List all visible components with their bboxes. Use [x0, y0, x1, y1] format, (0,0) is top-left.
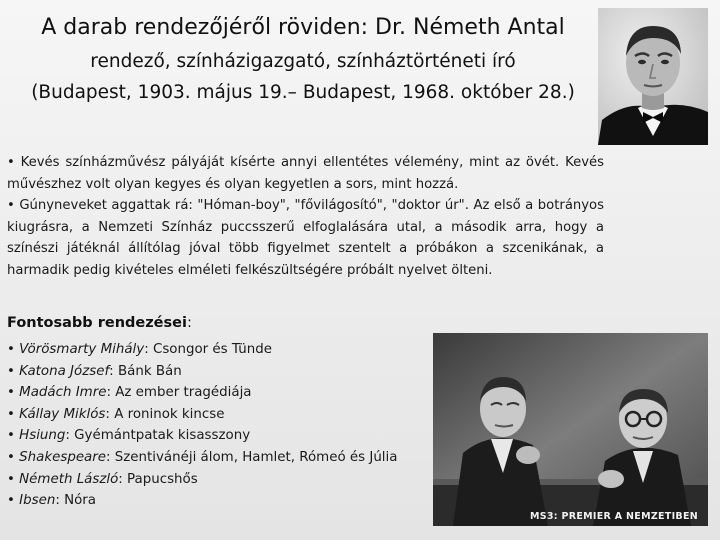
work-title: : Nóra — [55, 493, 97, 509]
work-author: Shakespeare — [19, 449, 107, 465]
premiere-illustration — [433, 333, 708, 526]
work-author: Madách Imre — [19, 385, 107, 401]
list-item: • Shakespeare: Szentivánéji álom, Hamlet, Rómeó és Júlia — [7, 449, 398, 465]
list-item: • Vörösmarty Mihály: Csongor és Tünde — [7, 342, 272, 357]
list-item: • Hsiung: Gyémántpatak kisasszony — [7, 428, 251, 444]
portrait-photo — [598, 8, 708, 145]
works-list — [7, 339, 397, 512]
work-author: Kállay Miklós — [19, 406, 106, 422]
list-item: • Madách Imre: Az ember tragédiája — [7, 385, 252, 401]
portrait-illustration — [598, 8, 708, 145]
work-author: Ibsen — [19, 493, 56, 509]
premiere-photo — [433, 333, 708, 526]
work-author: Hsiung — [19, 428, 66, 444]
work-title: : Csongor és Tünde — [144, 342, 272, 357]
list-item: • Kállay Miklós: A roninok kincse — [7, 406, 225, 422]
works-heading: Fontosabb rendezései: — [7, 315, 192, 331]
work-author: Németh László — [19, 471, 119, 487]
bio-paragraph: • Gúnyneveket aggattak rá: "Hóman-boy", "fővilágosító", "doktor úr". Az első a botrányos kiugrásra, a Nemzeti Színház puccsszerű elfoglalására utal, a második arra, hogy a színészi játéknál állítólag jóval több figyelmet szentelt a próbákon a szcenikának, a harmadik pedig kivételes elméleti felkészültségére próbált nyelvet ölteni. — [7, 198, 604, 278]
work-author: Vörösmarty Mihály — [19, 342, 145, 357]
subtitle — [0, 46, 606, 108]
list-item: • Ibsen: Nóra — [7, 493, 97, 509]
list-item: • Katona József: Bánk Bán — [7, 363, 182, 379]
biography-text — [7, 152, 604, 281]
work-title: : Papucshős — [118, 471, 198, 487]
page-title: A darab rendezőjéről röviden: Dr. Németh Antal — [41, 15, 565, 40]
list-item: • Németh László: Papucshős — [7, 471, 198, 487]
work-title: : Gyémántpatak kisasszony — [65, 428, 251, 444]
work-title: : A roninok kincse — [105, 406, 225, 422]
lifespan-line: (Budapest, 1903. május 19.– Budapest, 1968. október 28.) — [31, 82, 575, 103]
photo-caption: MS3: PREMIER A NEMZETIBEN — [529, 511, 698, 522]
bio-paragraph: • Kevés színházművész pályáját kísérte annyi ellentétes vélemény, mint az övét. Kevés művészhez volt olyan kegyes és olyan kegyetlen a sors, mint hozzá. — [7, 155, 604, 192]
work-title: : Az ember tragédiája — [106, 385, 252, 401]
roles-line: rendező, színházigazgató, színháztörténeti író — [90, 51, 516, 72]
work-title: : Bánk Bán — [109, 363, 182, 379]
work-title: : Szentivánéji álom, Hamlet, Rómeó és Júlia — [106, 449, 398, 465]
work-author: Katona József — [19, 363, 110, 379]
